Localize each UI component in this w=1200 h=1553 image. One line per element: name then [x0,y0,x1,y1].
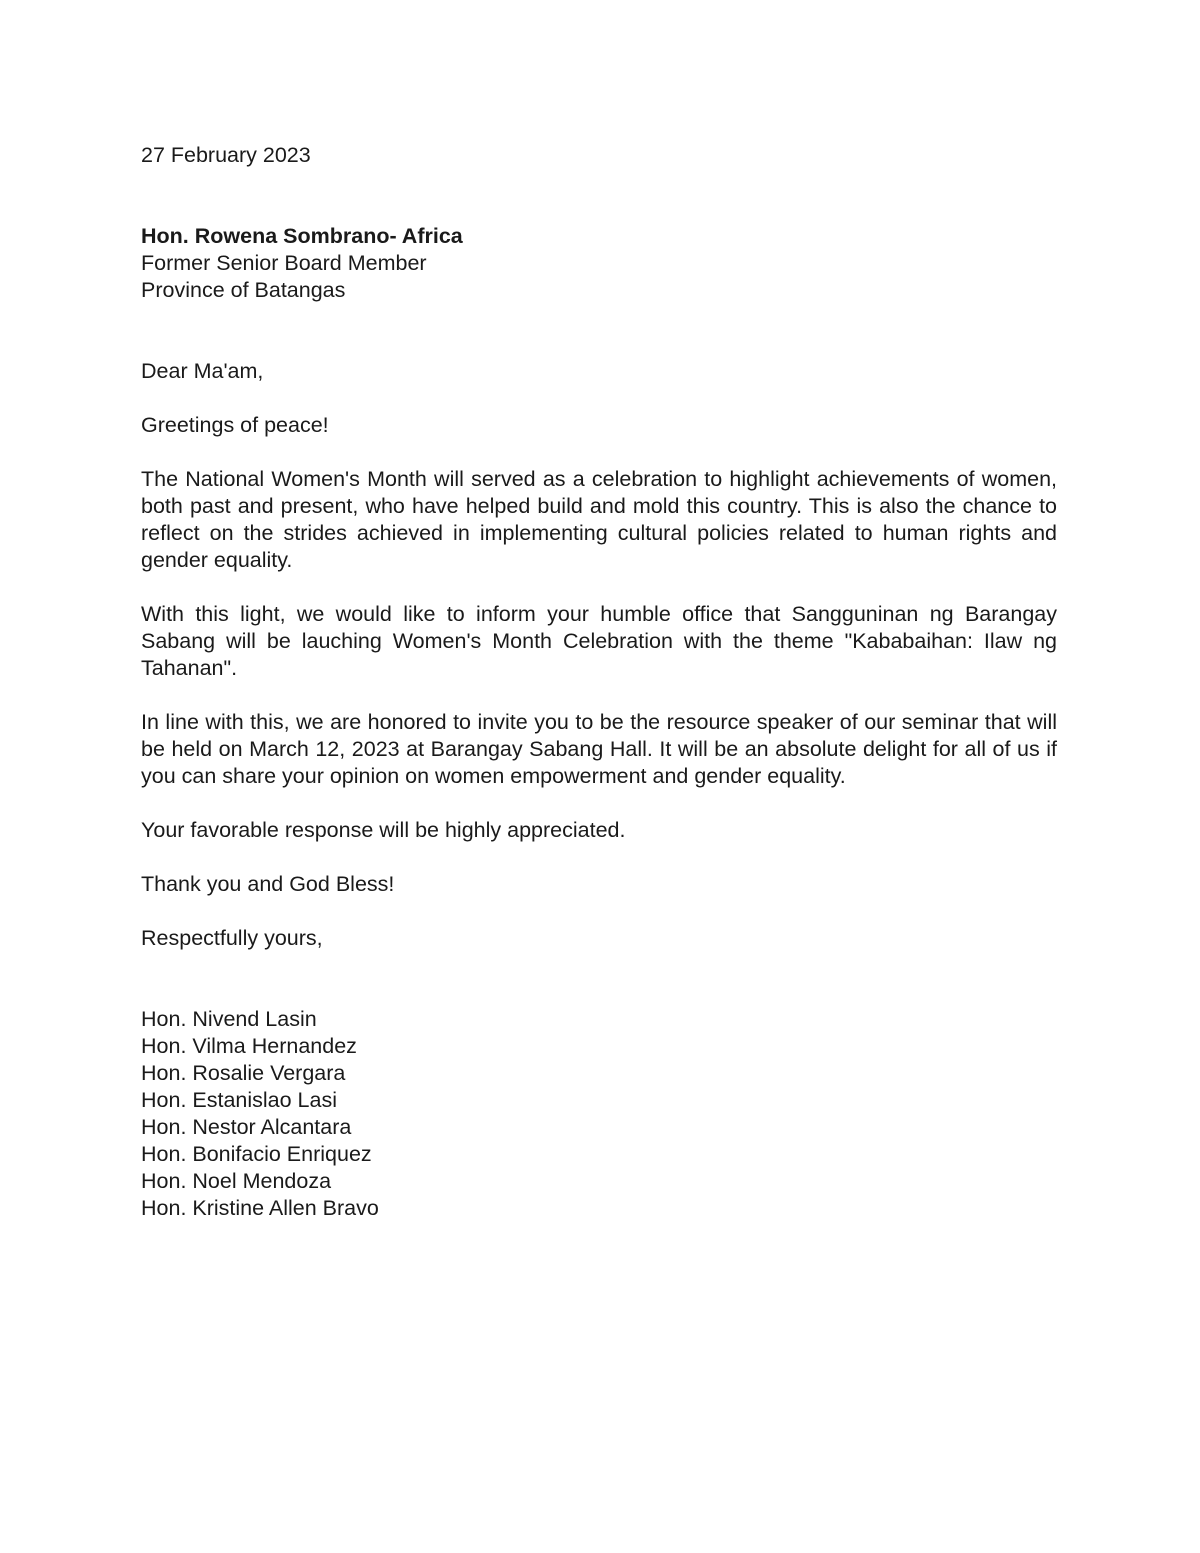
signatory-name: Hon. Bonifacio Enriquez [141,1142,372,1166]
signatory-name: Hon. Nivend Lasin [141,1007,317,1031]
letter-body [141,142,1057,1222]
body-paragraph-1: The National Women's Month will served as a celebration to highlight achievements of women, both past and present, who have helped build and mold this country. This is also the chance to reflect on the strides achieved in implementing cultural policies related to human rights and gender equality. [141,467,1057,572]
recipient-office: Province of Batangas [141,278,346,302]
signatory-name: Hon. Rosalie Vergara [141,1061,346,1085]
recipient-block [141,223,1057,304]
salutation: Dear Ma'am, [141,359,264,383]
signatory-name: Hon. Nestor Alcantara [141,1115,352,1139]
complimentary-close: Respectfully yours, [141,926,323,950]
response-line: Your favorable response will be highly appreciated. [141,818,626,842]
signatory-name: Hon. Estanislao Lasi [141,1088,337,1112]
greeting: Greetings of peace! [141,413,329,437]
letter-date: 27 February 2023 [141,143,311,167]
thanks-line: Thank you and God Bless! [141,872,395,896]
body-paragraph-3: In line with this, we are honored to invite you to be the resource speaker of our seminar that will be held on March 12, 2023 at Barangay Sabang Hall. It will be an absolute delight for all of us if you can share your opinion on women empowerment and gender equality. [141,710,1057,788]
signatory-name: Hon. Noel Mendoza [141,1169,332,1193]
recipient-name: Hon. Rowena Sombrano- Africa [141,224,463,248]
signatories-list [141,1006,1057,1222]
signatory-name: Hon. Kristine Allen Bravo [141,1196,379,1220]
signatory-name: Hon. Vilma Hernandez [141,1034,357,1058]
body-paragraph-2: With this light, we would like to inform your humble office that Sangguninan ng Barangay Sabang will be lauching Women's Month Celebration with the theme "Kababaihan: Ilaw ng Tahanan". [141,602,1057,680]
recipient-position: Former Senior Board Member [141,251,427,275]
